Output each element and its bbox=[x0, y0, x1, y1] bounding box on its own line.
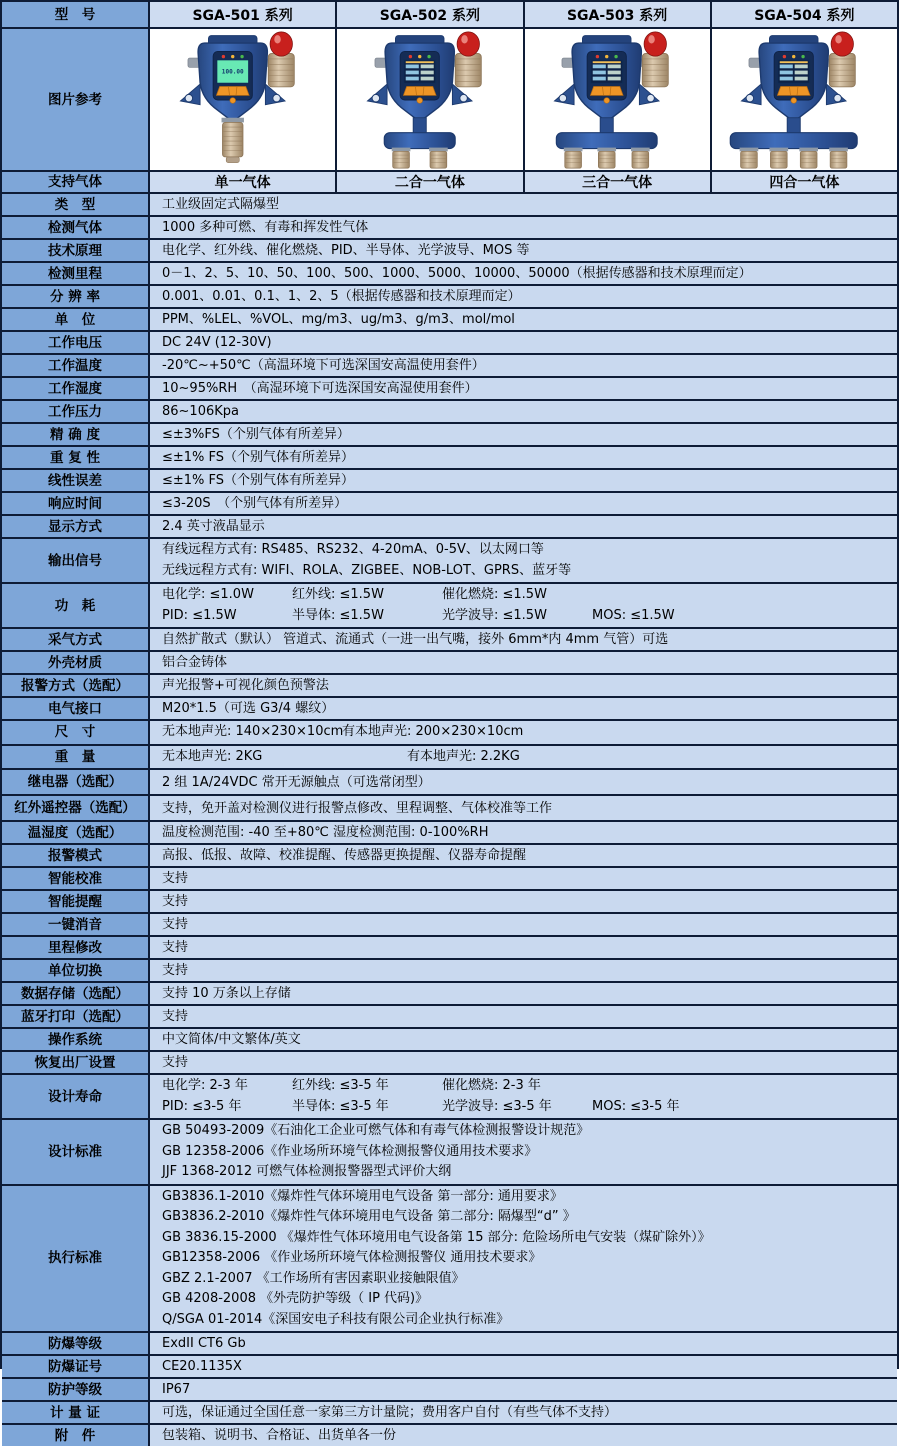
value-line: GB 12358-2006《作业场所环境气体检测报警仪通用技术要求》 bbox=[162, 1143, 538, 1159]
row-value bbox=[150, 332, 897, 353]
spec-row bbox=[2, 1029, 897, 1052]
spec-row bbox=[2, 1120, 897, 1186]
model-header-3: SGA-503 系列 bbox=[525, 2, 712, 27]
row-value bbox=[150, 401, 897, 422]
spec-row bbox=[2, 698, 897, 721]
value-grid-cell: PID: ≤1.5W bbox=[162, 607, 237, 623]
row-value bbox=[150, 960, 897, 981]
value-text: CE20.1135X bbox=[162, 1359, 242, 1374]
row-value bbox=[150, 1120, 897, 1184]
value-text: 电化学、红外线、催化燃烧、PID、半导体、光学波导、MOS 等 bbox=[162, 243, 530, 258]
row-value bbox=[150, 822, 897, 843]
value-grid-cell: 电化学: ≤1.0W bbox=[162, 587, 254, 602]
spec-row bbox=[2, 470, 897, 493]
gas-row bbox=[2, 172, 897, 194]
row-value bbox=[150, 539, 897, 582]
row-label: 重 量 bbox=[2, 746, 150, 769]
value-text: 支持 bbox=[162, 894, 189, 909]
row-value bbox=[150, 516, 897, 537]
row-label: 执行标准 bbox=[2, 1186, 150, 1332]
row-label: 报警方式（选配） bbox=[2, 675, 150, 696]
row-value bbox=[150, 1356, 897, 1377]
value-grid-cell: 电化学: 2-3 年 bbox=[162, 1078, 248, 1093]
row-label: 技术原理 bbox=[2, 240, 150, 261]
value-text: 温度检测范围: -40 至+80℃ 湿度检测范围: 0-100%RH bbox=[162, 825, 489, 840]
value-text: 0.001、0.01、0.1、1、2、5（根据传感器和技术原理而定） bbox=[162, 289, 521, 304]
value-text: IP67 bbox=[162, 1382, 191, 1397]
gas-count-4: 四合一气体 bbox=[712, 172, 897, 192]
spec-row bbox=[2, 516, 897, 539]
device-image-SGA-501 bbox=[150, 29, 337, 170]
row-label: 外壳材质 bbox=[2, 652, 150, 673]
value-text: 2.4 英寸液晶显示 bbox=[162, 519, 265, 534]
row-label-gas: 支持气体 bbox=[2, 172, 150, 192]
spec-row bbox=[2, 675, 897, 698]
row-value bbox=[150, 470, 897, 491]
row-value bbox=[150, 891, 897, 912]
value-line: GB3836.2-2010《爆炸性气体环境用电气设备 第二部分: 隔爆型“d” 》 bbox=[162, 1209, 576, 1224]
value-grid-cell: PID: ≤3-5 年 bbox=[162, 1098, 242, 1114]
row-label: 工作温度 bbox=[2, 355, 150, 376]
row-value bbox=[150, 629, 897, 650]
value-text: ≤±1% FS（个别气体有所差异） bbox=[162, 450, 355, 465]
row-value bbox=[150, 1006, 897, 1027]
value-text: 0－1、2、5、10、50、100、500、1000、5000、10000、50000（根据传感器和技术原理而定） bbox=[162, 266, 752, 281]
spec-row bbox=[2, 937, 897, 960]
gas-count-2: 二合一气体 bbox=[337, 172, 524, 192]
value-text: PPM、%LEL、%VOL、mg/m3、ug/m3、g/m3、mol/mol bbox=[162, 312, 515, 327]
row-label: 检测气体 bbox=[2, 217, 150, 238]
value-grid-row bbox=[162, 606, 891, 627]
row-value bbox=[150, 983, 897, 1004]
row-value bbox=[150, 493, 897, 514]
value-text: 10~95%RH （高湿环境下可选深国安高湿使用套件） bbox=[162, 381, 478, 396]
row-label: 里程修改 bbox=[2, 937, 150, 958]
value-text: ExdII CT6 Gb bbox=[162, 1336, 246, 1351]
row-value bbox=[150, 424, 897, 445]
row-label-image: 图片参考 bbox=[2, 29, 150, 170]
row-label: 温湿度（选配） bbox=[2, 822, 150, 843]
row-value bbox=[150, 1186, 897, 1332]
row-value bbox=[150, 914, 897, 935]
row-label: 功 耗 bbox=[2, 584, 150, 627]
row-label: 输出信号 bbox=[2, 539, 150, 582]
value-text: 声光报警+可视化颜色预警法 bbox=[162, 678, 329, 693]
row-label: 分 辨 率 bbox=[2, 286, 150, 307]
value-text: 可选，保证通过全国任意一家第三方计量院；费用客户自付（有些气体不支持） bbox=[162, 1405, 618, 1420]
row-value bbox=[150, 355, 897, 376]
row-value bbox=[150, 770, 897, 794]
spec-row bbox=[2, 891, 897, 914]
row-label: 响应时间 bbox=[2, 493, 150, 514]
row-label: 精 确 度 bbox=[2, 424, 150, 445]
row-value bbox=[150, 217, 897, 238]
value-line: GB12358-2006 《作业场所环境气体检测报警仪 通用技术要求》 bbox=[162, 1250, 542, 1265]
row-label: 尺 寸 bbox=[2, 721, 150, 744]
row-value bbox=[150, 286, 897, 307]
row-label: 类 型 bbox=[2, 194, 150, 215]
row-value bbox=[150, 796, 897, 820]
value-grid-cell: 催化燃烧: 2-3 年 bbox=[442, 1078, 541, 1093]
alarm-beacon-icon bbox=[455, 31, 481, 86]
value-grid-row bbox=[162, 722, 891, 743]
row-value bbox=[150, 378, 897, 399]
value-grid-cell: MOS: ≤3-5 年 bbox=[592, 1098, 680, 1114]
spec-table bbox=[2, 2, 897, 1446]
value-text: M20*1.5（可选 G3/4 螺纹） bbox=[162, 701, 335, 716]
device-image-SGA-503 bbox=[525, 29, 712, 170]
row-label: 报警模式 bbox=[2, 845, 150, 866]
spec-row bbox=[2, 378, 897, 401]
alarm-beacon-icon bbox=[268, 31, 294, 86]
spec-row bbox=[2, 1075, 897, 1120]
value-text: 支持，免开盖对检测仪进行报警点修改、里程调整、气体校准等工作 bbox=[162, 800, 553, 816]
spec-row bbox=[2, 822, 897, 845]
value-text: 86~106Kpa bbox=[162, 404, 239, 419]
value-line: 无线远程方式有: WIFI、ROLA、ZIGBEE、NOB-LOT、GPRS、蓝牙等 bbox=[162, 562, 572, 578]
value-grid-cell: MOS: ≤1.5W bbox=[592, 607, 675, 623]
gas-sensor-probes bbox=[731, 117, 858, 167]
row-value bbox=[150, 1052, 897, 1073]
row-value bbox=[150, 746, 897, 769]
value-text: 高报、低报、故障、校准提醒、传感器更换提醒、仪器寿命提醒 bbox=[162, 848, 527, 863]
spec-row bbox=[2, 424, 897, 447]
model-header-2: SGA-502 系列 bbox=[337, 2, 524, 27]
row-label: 一键消音 bbox=[2, 914, 150, 935]
value-grid-cell: 无本地声光: 2KG bbox=[162, 748, 263, 764]
value-grid-cell: 有本地声光: 200×230×10cm bbox=[342, 724, 524, 739]
row-value bbox=[150, 447, 897, 468]
row-label-model: 型 号 bbox=[2, 2, 150, 27]
spec-row bbox=[2, 1402, 897, 1425]
value-text: ≤±3%FS（个别气体有所差异） bbox=[162, 427, 350, 442]
row-value bbox=[150, 1402, 897, 1423]
spec-row bbox=[2, 746, 897, 771]
device-photo-SGA-502 bbox=[342, 30, 518, 170]
spec-row bbox=[2, 286, 897, 309]
row-value bbox=[150, 845, 897, 866]
spec-row bbox=[2, 1425, 897, 1446]
value-text: DC 24V (12-30V) bbox=[162, 335, 272, 350]
spec-row bbox=[2, 401, 897, 424]
spec-row bbox=[2, 1333, 897, 1356]
row-label: 工作压力 bbox=[2, 401, 150, 422]
value-grid-cell: 半导体: ≤1.5W bbox=[292, 607, 384, 623]
value-text: 支持 10 万条以上存储 bbox=[162, 986, 291, 1001]
row-label: 工作湿度 bbox=[2, 378, 150, 399]
alarm-beacon-icon bbox=[830, 31, 856, 86]
spec-row bbox=[2, 983, 897, 1006]
spec-row bbox=[2, 493, 897, 516]
row-label: 数据存储（选配） bbox=[2, 983, 150, 1004]
row-value bbox=[150, 652, 897, 673]
row-label: 继电器（选配） bbox=[2, 770, 150, 794]
gas-sensor-probes bbox=[556, 117, 657, 167]
value-text: 支持 bbox=[162, 940, 189, 955]
row-label: 检测里程 bbox=[2, 263, 150, 284]
value-line: GB 50493-2009《石油化工企业可燃气体和有毒气体检测报警设计规范》 bbox=[162, 1123, 590, 1138]
spec-row bbox=[2, 796, 897, 822]
spec-row bbox=[2, 652, 897, 675]
row-label: 附 件 bbox=[2, 1425, 150, 1446]
row-value bbox=[150, 584, 897, 627]
row-label: 防护等级 bbox=[2, 1379, 150, 1400]
row-value bbox=[150, 194, 897, 215]
row-value bbox=[150, 721, 897, 744]
value-text: 自然扩散式（默认） 管道式、流通式（一进一出气嘴，接外 6mm*内 4mm 气管）可选 bbox=[162, 632, 669, 647]
value-text: 支持 bbox=[162, 1009, 189, 1024]
spec-row bbox=[2, 1379, 897, 1402]
spec-row bbox=[2, 263, 897, 286]
value-line: GB3836.1-2010《爆炸性气体环境用电气设备 第一部分: 通用要求》 bbox=[162, 1188, 563, 1204]
gas-sensor-probes bbox=[384, 117, 455, 167]
row-label: 设计寿命 bbox=[2, 1075, 150, 1118]
spec-row bbox=[2, 960, 897, 983]
value-line: JJF 1368-2012 可燃气体检测报警器型式评价大纲 bbox=[162, 1164, 452, 1179]
spec-row bbox=[2, 240, 897, 263]
value-text: 支持 bbox=[162, 1055, 189, 1070]
value-text: ≤3-20S （个别气体有所差异） bbox=[162, 496, 348, 511]
device-image-SGA-504 bbox=[712, 29, 897, 170]
model-header-1: SGA-501 系列 bbox=[150, 2, 337, 27]
device-photo-SGA-501 bbox=[155, 30, 331, 170]
spec-row bbox=[2, 770, 897, 796]
row-label: 电气接口 bbox=[2, 698, 150, 719]
value-grid-row bbox=[162, 1076, 891, 1097]
value-line: GB 4208-2008 《外壳防护等级（ IP 代码)》 bbox=[162, 1291, 429, 1306]
value-line: GB 3836.15-2000 《爆炸性气体环境用电气设备第 15 部分: 危险场所电气安装（煤矿除外）》 bbox=[162, 1229, 711, 1245]
spec-row bbox=[2, 721, 897, 746]
row-value bbox=[150, 309, 897, 330]
row-label: 重 复 性 bbox=[2, 447, 150, 468]
row-label: 单 位 bbox=[2, 309, 150, 330]
gas-sensor-probes bbox=[221, 117, 243, 162]
row-label: 显示方式 bbox=[2, 516, 150, 537]
row-value bbox=[150, 937, 897, 958]
row-label: 防爆等级 bbox=[2, 1333, 150, 1354]
row-label: 单位切换 bbox=[2, 960, 150, 981]
row-label: 工作电压 bbox=[2, 332, 150, 353]
device-image-SGA-502 bbox=[337, 29, 524, 170]
value-grid-cell: 光学波导: ≤1.5W bbox=[442, 607, 547, 623]
value-grid-cell: 催化燃烧: ≤1.5W bbox=[442, 587, 547, 602]
row-value bbox=[150, 868, 897, 889]
spec-row bbox=[2, 845, 897, 868]
value-grid-row bbox=[162, 747, 891, 768]
value-text: 支持 bbox=[162, 963, 189, 978]
spec-row bbox=[2, 1006, 897, 1029]
spec-row bbox=[2, 584, 897, 629]
row-label: 智能提醒 bbox=[2, 891, 150, 912]
value-grid-cell: 无本地声光: 140×230×10cm bbox=[162, 724, 344, 739]
alarm-beacon-icon bbox=[642, 31, 668, 86]
row-value bbox=[150, 1425, 897, 1446]
row-label: 智能校准 bbox=[2, 868, 150, 889]
image-row bbox=[2, 29, 897, 172]
model-header-4: SGA-504 系列 bbox=[712, 2, 897, 27]
row-value bbox=[150, 240, 897, 261]
spec-row bbox=[2, 1356, 897, 1379]
value-text: 支持 bbox=[162, 917, 189, 932]
value-line: 有线远程方式有: RS485、RS232、4-20mA、0-5V、以太网口等 bbox=[162, 542, 544, 557]
row-label: 防爆证号 bbox=[2, 1356, 150, 1377]
value-text: 中文简体/中文繁体/英文 bbox=[162, 1032, 301, 1047]
gas-count-1: 单一气体 bbox=[150, 172, 337, 192]
value-grid-cell: 红外线: ≤3-5 年 bbox=[292, 1078, 389, 1093]
spec-row bbox=[2, 1186, 897, 1334]
spec-row bbox=[2, 539, 897, 584]
gas-count-3: 三合一气体 bbox=[525, 172, 712, 192]
value-text: ≤±1% FS（个别气体有所差异） bbox=[162, 473, 355, 488]
value-text: 支持 bbox=[162, 871, 189, 886]
spec-row bbox=[2, 194, 897, 217]
row-label: 红外遥控器（选配） bbox=[2, 796, 150, 820]
row-label: 线性误差 bbox=[2, 470, 150, 491]
value-line: Q/SGA 01-2014《深国安电子科技有限公司企业执行标准》 bbox=[162, 1311, 510, 1327]
value-grid-cell: 红外线: ≤1.5W bbox=[292, 587, 384, 602]
row-label: 设计标准 bbox=[2, 1120, 150, 1184]
spec-row bbox=[2, 309, 897, 332]
value-grid-cell: 有本地声光: 2.2KG bbox=[407, 748, 520, 764]
row-value bbox=[150, 1379, 897, 1400]
value-text: 1000 多种可燃、有毒和挥发性气体 bbox=[162, 220, 369, 235]
model-row bbox=[2, 2, 897, 29]
row-value bbox=[150, 675, 897, 696]
row-label: 操作系统 bbox=[2, 1029, 150, 1050]
value-text: 包装箱、说明书、合格证、出货单各一份 bbox=[162, 1428, 397, 1443]
device-photo-SGA-503 bbox=[529, 30, 705, 170]
row-value bbox=[150, 1029, 897, 1050]
spec-row bbox=[2, 217, 897, 240]
row-label: 计 量 证 bbox=[2, 1402, 150, 1423]
value-text: 2 组 1A/24VDC 常开无源触点（可选常闭型） bbox=[162, 774, 431, 790]
spec-row bbox=[2, 332, 897, 355]
value-text: -20℃~+50℃（高温环境下可选深国安高温使用套件） bbox=[162, 358, 485, 373]
row-label: 蓝牙打印（选配） bbox=[2, 1006, 150, 1027]
spec-row bbox=[2, 868, 897, 891]
row-value bbox=[150, 698, 897, 719]
spec-row bbox=[2, 629, 897, 652]
row-value bbox=[150, 1333, 897, 1354]
row-label: 恢复出厂设置 bbox=[2, 1052, 150, 1073]
value-text: 工业级固定式隔爆型 bbox=[162, 197, 280, 212]
row-value bbox=[150, 263, 897, 284]
device-screen-value: 100.00 bbox=[221, 67, 244, 75]
device-photo-SGA-504 bbox=[716, 30, 892, 170]
value-grid-cell: 半导体: ≤3-5 年 bbox=[292, 1098, 389, 1114]
row-label: 采气方式 bbox=[2, 629, 150, 650]
value-grid-cell: 光学波导: ≤3-5 年 bbox=[442, 1098, 552, 1114]
value-grid-row bbox=[162, 1097, 891, 1118]
spec-row bbox=[2, 914, 897, 937]
row-value bbox=[150, 1075, 897, 1118]
spec-row bbox=[2, 355, 897, 378]
spec-row bbox=[2, 447, 897, 470]
value-grid-row bbox=[162, 585, 891, 606]
value-line: GBZ 2.1-2007 《工作场所有害因素职业接触限值》 bbox=[162, 1270, 465, 1286]
spec-row bbox=[2, 1052, 897, 1075]
value-text: 铝合金铸体 bbox=[162, 655, 228, 670]
